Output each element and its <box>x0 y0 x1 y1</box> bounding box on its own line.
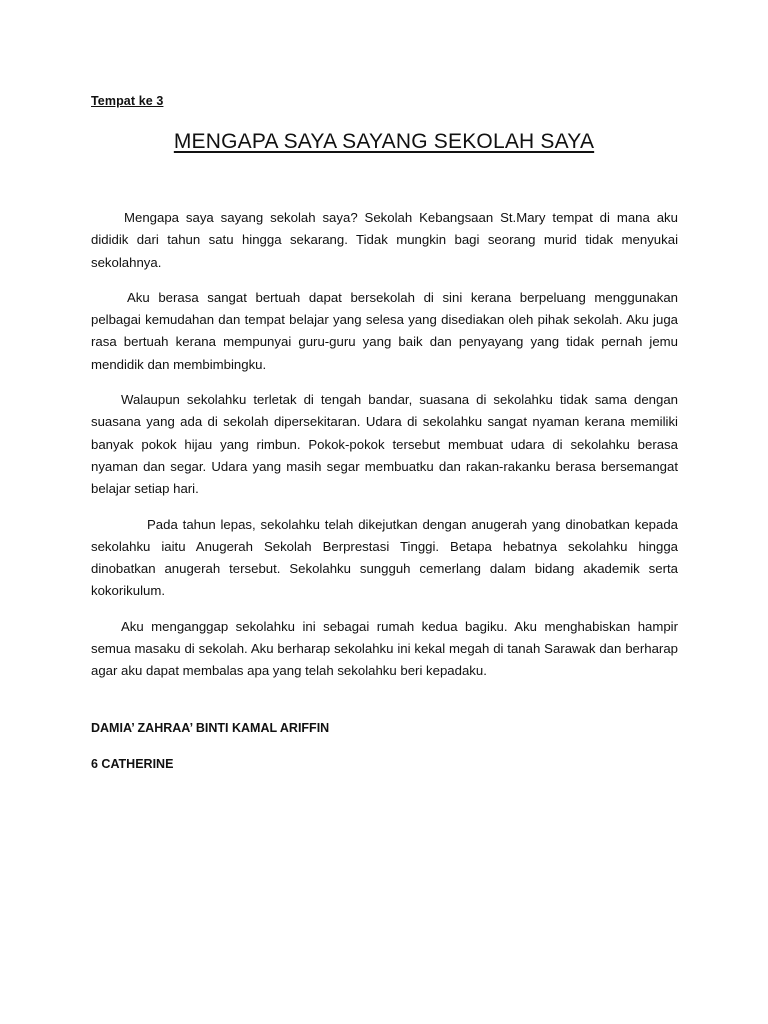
essay-title: MENGAPA SAYA SAYANG SEKOLAH SAYA <box>173 130 595 153</box>
class-name: 6 CATHERINE <box>91 757 174 771</box>
paragraph-5: Aku menganggap sekolahku ini sebagai rumah kedua bagiku. Aku menghabiskan hampir semua masaku di sekolah. Aku berharap sekolahku ini kekal megah di tanah Sarawak dan berharap agar aku dapat membalas apa yang telah sekolahku beri kepadaku. <box>91 618 678 679</box>
paragraph-3: Walaupun sekolahku terletak di tengah bandar, suasana di sekolahku tidak sama dengan suasana yang ada di sekolah dipersekitaran. Udara di sekolahku sangat nyaman kerana memiliki banyak pokok hijau yang rimbun. Pokok-pokok tersebut membuat udara di sekolahku berasa nyaman dan segar. Udara yang masih segar membuatku dan rakan-rakanku berasa bersemangat belajar setiap hari. <box>91 392 678 497</box>
essay-body <box>91 207 678 696</box>
paragraph-1: Mengapa saya sayang sekolah saya? Sekolah Kebangsaan St.Mary tempat di mana aku dididik dari tahun satu hingga sekarang. Tidak mungkin bagi seorang murid tidak menyukai sekolahnya. <box>91 210 678 270</box>
paragraph-2: Aku berasa sangat bertuah dapat bersekolah di sini kerana berpeluang menggunakan pelbagai kemudahan dan tempat belajar yang selesa yang disediakan oleh pihak sekolah. Aku juga rasa bertuah kerana mempunyai guru-guru yang baik dan penyayang yang tidak pernah jemu mendidik dan membimbingku. <box>91 289 678 372</box>
author-name: DAMIA’ ZAHRAA’ BINTI KAMAL ARIFFIN <box>91 721 330 735</box>
placement-label: Tempat ke 3 <box>91 94 164 108</box>
paragraph-4: Pada tahun lepas, sekolahku telah dikejutkan dengan anugerah yang dinobatkan kepada sekolahku iaitu Anugerah Sekolah Berprestasi Tinggi. Betapa hebatnya sekolahku hingga dinobatkan anugerah tersebut. Sekolahku sungguh cemerlang dalam bidang akademik serta kokorikulum. <box>91 516 678 599</box>
